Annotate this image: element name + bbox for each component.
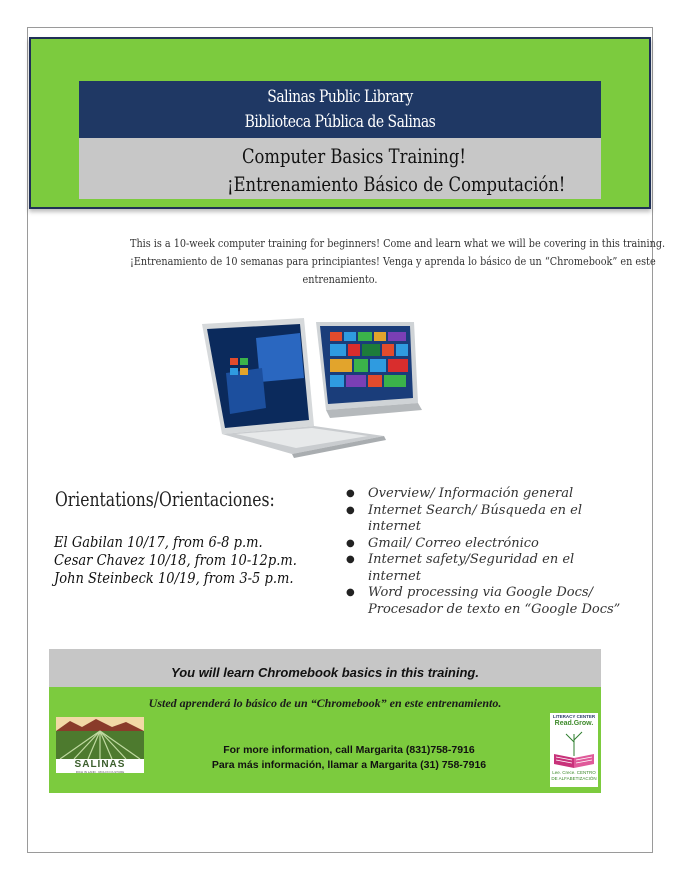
salinas-logo-tagline: RICH IN LAND · RICH IN CULTURE [75, 770, 125, 774]
topic-text: Gmail/ Correo electrónico [368, 535, 539, 551]
contact-line-en: For more information, call Margarita (831)758-7916 [223, 744, 475, 756]
laptop-icon [196, 318, 428, 458]
topic-item [345, 552, 630, 585]
learn-text-en: You will learn Chromebook basics in this training. [171, 665, 479, 680]
orientation-item: Cesar Chavez 10/18, from 10-12p.m. [54, 553, 297, 569]
bullet-icon: ● [346, 554, 355, 565]
learn-text-es: Usted aprenderá lo básico de un “Chromebook” en este entrenamiento. [148, 696, 502, 710]
bullet-icon: ● [346, 537, 355, 549]
topic-text: Overview/ Información general [368, 486, 574, 501]
orientation-item: El Gabilan 10/17, from 6-8 p.m. [54, 535, 263, 551]
orientations-list [54, 534, 324, 588]
topic-text-cont: Procesador de texto en “Google Docs” [368, 601, 621, 617]
orientations-heading: Orientations/Orientaciones: [55, 487, 275, 511]
bullet-icon: ● [346, 504, 355, 516]
topic-text: Internet Search/ Búsqueda en el [368, 502, 583, 518]
contact-line-es: Para más información, llamar a Margarita (31) 758-7916 [211, 759, 487, 771]
topic-item [345, 536, 630, 553]
topic-item [345, 486, 630, 503]
bullet-icon: ● [346, 587, 355, 598]
literacy-logo-read: Read.Grow. [554, 720, 594, 727]
training-title-box [79, 138, 601, 199]
topic-text: Internet safety/Seguridad en el [368, 552, 575, 567]
footer-band [49, 687, 601, 793]
orientation-item: John Steinbeck 10/19, from 3-5 p.m. [54, 571, 294, 587]
salinas-logo-text: SALINAS [74, 759, 126, 770]
literacy-center-logo [550, 713, 598, 787]
topic-text: Word processing via Google Docs/ [368, 585, 593, 600]
library-title-box [79, 81, 601, 138]
topics-list [345, 486, 630, 618]
literacy-book-icon [550, 728, 598, 770]
intro-line: This is a 10-week computer training for beginners! Come and learn what we will be covering in this training. [130, 236, 666, 250]
bullet-icon: ● [346, 488, 355, 499]
training-title-en: Computer Basics Training! [242, 144, 466, 168]
intro-line: entrenamiento. [302, 272, 378, 286]
intro-text [90, 234, 666, 288]
library-title-en: Salinas Public Library [267, 87, 413, 107]
literacy-logo-top: LITERACY CENTER [552, 714, 596, 719]
contact-info [169, 743, 529, 773]
topic-item [345, 503, 630, 536]
library-title-es: Biblioteca Pública de Salinas [244, 112, 436, 132]
salinas-logo [56, 717, 144, 773]
topic-text-cont: internet [368, 568, 421, 584]
literacy-logo-bottom: Lee. Crece. CENTRO DE ALFABETIZACIÓN [551, 770, 597, 781]
learn-banner [49, 649, 601, 687]
intro-line: ¡Entrenamiento de 10 semanas para principiantes! Venga y aprenda lo básico de un “Chromebook” en este [130, 254, 656, 268]
training-title-es: ¡Entrenamiento Básico de Computación! [227, 172, 566, 196]
topic-text-cont: internet [368, 519, 421, 534]
topic-item [345, 585, 630, 618]
salinas-logo-graphic [56, 717, 144, 759]
